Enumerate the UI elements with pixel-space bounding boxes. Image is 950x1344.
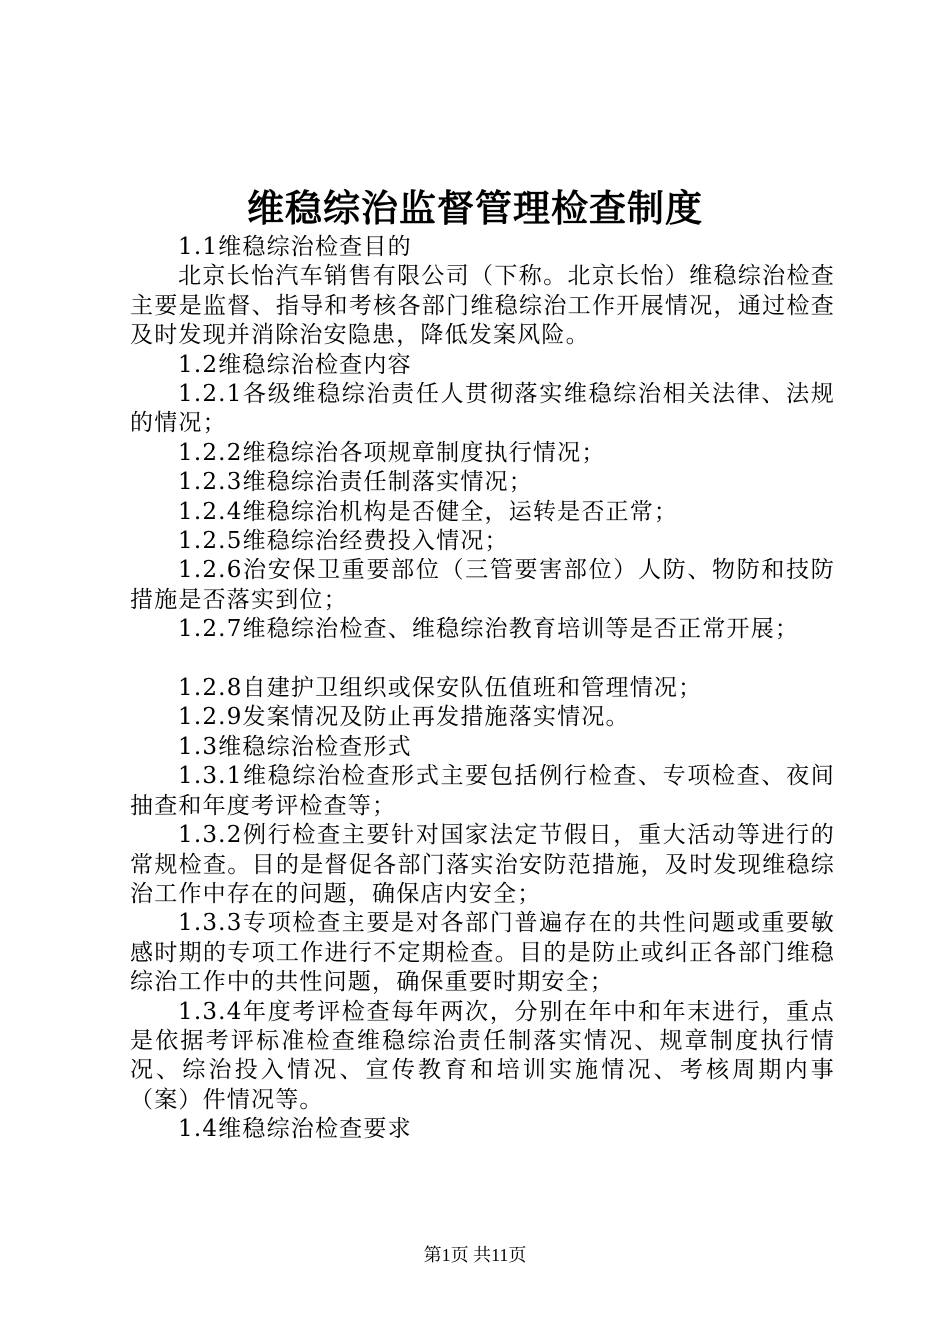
paragraph-1-2-4: 1.2.4维稳综治机构是否健全，运转是否正常；	[178, 498, 679, 525]
paragraph-1-3-3: 1.3.3专项检查主要是对各部门普遍存在的共性问题或重要敏感时期的专项工作进行不定期检查。目的是防止或纠正各部门维稳综治工作中的共性问题，确保重要时期安全；	[130, 910, 835, 996]
paragraph-1-2-3: 1.2.3维稳综治责任制落实情况；	[178, 469, 533, 496]
paragraph-purpose: 北京长怡汽车销售有限公司（下称。北京长怡）维稳综治检查主要是监督、指导和考核各部门维稳综治工作开展情况，通过检查及时发现并消除治安隐患，降低发案风险。	[130, 263, 835, 349]
paragraph-1-2-8: 1.2.8自建护卫组织或保安队伍值班和管理情况；	[178, 675, 703, 702]
document-title: 维稳综治监督管理检查制度	[247, 186, 703, 230]
section-heading-1-1: 1.1维稳综治检查目的	[178, 234, 412, 260]
paragraph-1-2-5: 1.2.5维稳综治经费投入情况；	[178, 528, 509, 555]
section-heading-1-2: 1.2维稳综治检查内容	[178, 351, 412, 378]
paragraph-1-2-7: 1.2.7维稳综治检查、维稳综治教育培训等是否正常开展；	[178, 616, 800, 643]
section-heading-1-4: 1.4维稳综治检查要求	[178, 1116, 412, 1143]
paragraph-1-3-1: 1.3.1维稳综治检查形式主要包括例行检查、专项检查、夜间抽查和年度考评检查等；	[130, 763, 835, 819]
document-body	[130, 233, 835, 1145]
paragraph-1-3-2: 1.3.2例行检查主要针对国家法定节假日，重大活动等进行的常规检查。目的是督促各部门落实治安防范措施，及时发现维稳综治工作中存在的问题，确保店内安全；	[130, 822, 835, 907]
blank-line	[130, 645, 835, 674]
paragraph-1-2-1: 1.2.1各级维稳综治责任人贯彻落实维稳综治相关法律、法规的情况；	[130, 381, 835, 437]
paragraph-1-2-6: 1.2.6治安保卫重要部位（三管要害部位）人防、物防和技防措施是否落实到位；	[130, 557, 835, 613]
paragraph-1-3-4: 1.3.4年度考评检查每年两次，分别在年中和年末进行，重点是依据考评标准检查维稳综治责任制落实情况、规章制度执行情况、综治投入情况、宣传教育和培训实施情况、考核周期内事（案）件情况等。	[130, 998, 835, 1113]
section-heading-1-3: 1.3维稳综治检查形式	[178, 733, 412, 760]
paragraph-1-2-2: 1.2.2维稳综治各项规章制度执行情况；	[178, 439, 606, 466]
page-number-footer: 第1页 共11页	[423, 1245, 527, 1265]
paragraph-1-2-9: 1.2.9发案情况及防止再发措施落实情况。	[178, 704, 630, 731]
